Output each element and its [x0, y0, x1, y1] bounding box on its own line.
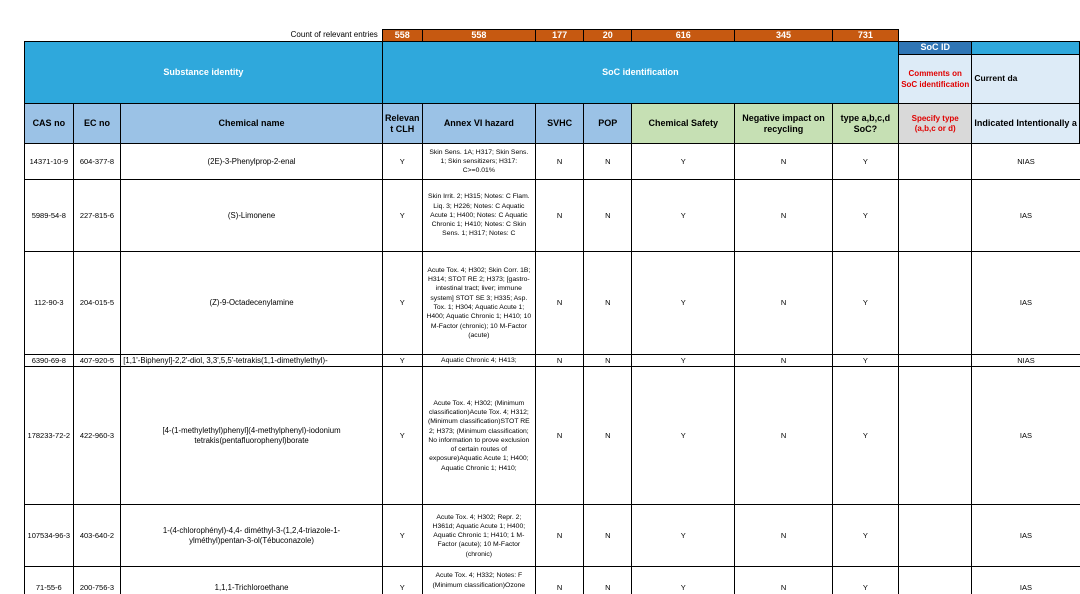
- cell-svhc[interactable]: N: [535, 367, 583, 505]
- cell-hazard[interactable]: Skin Sens. 1A; H317; Skin Sens. 1; Skin sensitizers; H317: C>=0.01%: [422, 144, 535, 180]
- count-chemical-safety[interactable]: 616: [632, 30, 735, 42]
- cell-indicated[interactable]: IAS: [972, 505, 1080, 567]
- cell-ec[interactable]: 227-815-6: [73, 180, 121, 252]
- cell-ec[interactable]: 422-960-3: [73, 367, 121, 505]
- cell-indicated[interactable]: IAS: [972, 567, 1080, 594]
- cell-specify[interactable]: [899, 567, 972, 594]
- cell-svhc[interactable]: N: [535, 252, 583, 355]
- cell-chemical-name[interactable]: 1,1,1-Trichloroethane: [121, 567, 383, 594]
- cell-pop[interactable]: N: [584, 355, 632, 367]
- cell-indicated[interactable]: IAS: [972, 180, 1080, 252]
- cell-hazard[interactable]: Acute Tox. 4; H302; (Minimum classification)Acute Tox. 4; H312; (Minimum classification)STOT RE 2; H373; (Minimum classification; No information to prove exclusion of certain routes of exposure)Aquatic Acute 1; H400; Aquatic Chronic 1; H410;: [422, 367, 535, 505]
- band-soc-id[interactable]: SoC ID: [899, 42, 972, 55]
- cell-cas[interactable]: 5989-54-8: [25, 180, 74, 252]
- cell-specify[interactable]: [899, 180, 972, 252]
- cell-chemical-name[interactable]: (S)-Limonene: [121, 180, 383, 252]
- header-negative-impact[interactable]: Negative impact on recycling: [735, 104, 832, 144]
- cell-pop[interactable]: N: [584, 252, 632, 355]
- cell-hazard[interactable]: Acute Tox. 4; H302; Repr. 2; H361d; Aquatic Acute 1; H400; Aquatic Chronic 1; H410; 1 M-Factor (acute); 10 M-Factor (chronic): [422, 505, 535, 567]
- table-row: [25, 252, 1080, 355]
- cell-pop[interactable]: N: [584, 144, 632, 180]
- table-row: [25, 367, 1080, 505]
- cell-hazard[interactable]: Skin Irrit. 2; H315; Notes: C Flam. Liq. 3; H226; Notes: C Aquatic Acute 1; H400; Notes: C Aquatic Chronic 1; H410; Notes: C Skin Sens. 1; H317; Notes: C: [422, 180, 535, 252]
- count-type-soc[interactable]: 731: [832, 30, 898, 42]
- cell-pop[interactable]: N: [584, 505, 632, 567]
- count-relevant-clh[interactable]: 558: [382, 30, 422, 42]
- cell-specify[interactable]: [899, 144, 972, 180]
- cell-specify[interactable]: [899, 505, 972, 567]
- cell-recycling[interactable]: N: [735, 355, 832, 367]
- cell-safety[interactable]: Y: [632, 367, 735, 505]
- soc-table: [24, 29, 1080, 594]
- cell-cas[interactable]: 71-55-6: [25, 567, 74, 594]
- band-soc-identification[interactable]: SoC identification: [382, 42, 898, 104]
- cell-recycling[interactable]: N: [735, 505, 832, 567]
- cell-ec[interactable]: 403-640-2: [73, 505, 121, 567]
- cell-type[interactable]: Y: [832, 355, 898, 367]
- cell-indicated[interactable]: IAS: [972, 367, 1080, 505]
- header-specify-type[interactable]: Specify type (a,b,c or d): [899, 104, 972, 144]
- cell-safety[interactable]: Y: [632, 355, 735, 367]
- cell-recycling[interactable]: N: [735, 144, 832, 180]
- cell-hazard[interactable]: Acute Tox. 4; H302; Skin Corr. 1B; H314; STOT RE 2; H373; [gastro-intestinal tract; liver; immune system] STOT SE 3; H335; Asp. Tox. 1; H304; Aquatic Acute 1; H400; Aquatic Chronic 1; H410; 10 M-Factor (chronic); 10 M-Factor (acute): [422, 252, 535, 355]
- cell-pop[interactable]: N: [584, 367, 632, 505]
- cell-type[interactable]: Y: [832, 367, 898, 505]
- band-row-1: [25, 42, 1080, 55]
- cell-hazard[interactable]: Aquatic Chronic 4; H413;: [422, 355, 535, 367]
- cell-clh[interactable]: Y: [382, 180, 422, 252]
- cell-pop[interactable]: N: [584, 567, 632, 594]
- header-relevant-clh[interactable]: Relevan t CLH: [382, 104, 422, 144]
- header-type-soc[interactable]: type a,b,c,d SoC?: [832, 104, 898, 144]
- header-pop[interactable]: POP: [584, 104, 632, 144]
- cell-clh[interactable]: Y: [382, 355, 422, 367]
- cell-clh[interactable]: Y: [382, 252, 422, 355]
- band-substance-identity[interactable]: Substance identity: [25, 42, 383, 104]
- table-row: [25, 144, 1080, 180]
- cell-chemical-name[interactable]: 1-(4-chlorophényl)-4,4- diméthyl-3-(1,2,4-triazole-1-ylméthyl)pentan-3-ol(Tébuconazole): [121, 505, 383, 567]
- cell-type[interactable]: Y: [832, 144, 898, 180]
- cell-svhc[interactable]: N: [535, 355, 583, 367]
- cell-recycling[interactable]: N: [735, 252, 832, 355]
- cell-safety[interactable]: Y: [632, 505, 735, 567]
- cell-svhc[interactable]: N: [535, 180, 583, 252]
- cell-cas[interactable]: 14371-10-9: [25, 144, 74, 180]
- cell-svhc[interactable]: N: [535, 505, 583, 567]
- count-negative-impact[interactable]: 345: [735, 30, 832, 42]
- count-label: Count of relevant entries: [290, 30, 378, 40]
- cell-recycling[interactable]: N: [735, 567, 832, 594]
- cell-chemical-name[interactable]: [1,1'-Biphenyl]-2,2'-diol, 3,3',5,5'-tetrakis(1,1-dimethylethyl)-: [121, 355, 383, 367]
- column-header-row: [25, 104, 1080, 144]
- header-annex-vi-hazard[interactable]: Annex VI hazard: [422, 104, 535, 144]
- current-data-header[interactable]: Current da: [972, 55, 1080, 104]
- count-annex-vi[interactable]: 558: [422, 30, 535, 42]
- cell-indicated[interactable]: NIAS: [972, 355, 1080, 367]
- cell-specify[interactable]: [899, 355, 972, 367]
- cell-chemical-name[interactable]: [4-(1-methylethyl)phenyl](4-methylphenyl)-iodonium tetrakis(pentafluorophenyl)borate: [121, 367, 383, 505]
- table-row: [25, 180, 1080, 252]
- header-indicated[interactable]: Indicated Intentionally a: [972, 104, 1080, 144]
- comments-header[interactable]: Comments on SoC identification: [899, 55, 972, 104]
- header-chemical-safety[interactable]: Chemical Safety: [632, 104, 735, 144]
- cell-ec[interactable]: 200-756-3: [73, 567, 121, 594]
- cell-chemical-name[interactable]: (2E)-3-Phenylprop-2-enal: [121, 144, 383, 180]
- cell-clh[interactable]: Y: [382, 367, 422, 505]
- header-chemical-name[interactable]: Chemical name: [121, 104, 383, 144]
- cell-svhc[interactable]: N: [535, 144, 583, 180]
- cell-ec[interactable]: 204-015-5: [73, 252, 121, 355]
- header-cas-no[interactable]: CAS no: [25, 104, 74, 144]
- header-ec-no[interactable]: EC no: [73, 104, 121, 144]
- count-svhc[interactable]: 177: [535, 30, 583, 42]
- cell-ec[interactable]: 407-920-5: [73, 355, 121, 367]
- cell-clh[interactable]: Y: [382, 505, 422, 567]
- cell-cas[interactable]: 6390-69-8: [25, 355, 74, 367]
- count-row: [25, 30, 1080, 42]
- count-pop[interactable]: 20: [584, 30, 632, 42]
- cell-hazard[interactable]: Acute Tox. 4; H332; Notes: F (Minimum classification)Ozone: [422, 567, 535, 594]
- cell-type[interactable]: Y: [832, 505, 898, 567]
- cell-cas[interactable]: 112-90-3: [25, 252, 74, 355]
- cell-type[interactable]: Y: [832, 567, 898, 594]
- header-svhc[interactable]: SVHC: [535, 104, 583, 144]
- table-row: [25, 567, 1080, 594]
- cell-specify[interactable]: [899, 252, 972, 355]
- cell-type[interactable]: Y: [832, 252, 898, 355]
- table-row: [25, 355, 1080, 367]
- cell-svhc[interactable]: N: [535, 567, 583, 594]
- cell-indicated[interactable]: IAS: [972, 252, 1080, 355]
- table-row: [25, 505, 1080, 567]
- cell-pop[interactable]: N: [584, 180, 632, 252]
- cell-safety[interactable]: Y: [632, 567, 735, 594]
- cell-chemical-name[interactable]: (Z)-9-Octadecenylamine: [121, 252, 383, 355]
- cell-cas[interactable]: 178233-72-2: [25, 367, 74, 505]
- cell-safety[interactable]: Y: [632, 180, 735, 252]
- cell-safety[interactable]: Y: [632, 144, 735, 180]
- cell-ec[interactable]: 604-377-8: [73, 144, 121, 180]
- cell-safety[interactable]: Y: [632, 252, 735, 355]
- cell-recycling[interactable]: N: [735, 180, 832, 252]
- cell-clh[interactable]: Y: [382, 567, 422, 594]
- cell-clh[interactable]: Y: [382, 144, 422, 180]
- cell-specify[interactable]: [899, 367, 972, 505]
- cell-indicated[interactable]: NIAS: [972, 144, 1080, 180]
- cell-type[interactable]: Y: [832, 180, 898, 252]
- cell-recycling[interactable]: N: [735, 367, 832, 505]
- cell-cas[interactable]: 107534-96-3: [25, 505, 74, 567]
